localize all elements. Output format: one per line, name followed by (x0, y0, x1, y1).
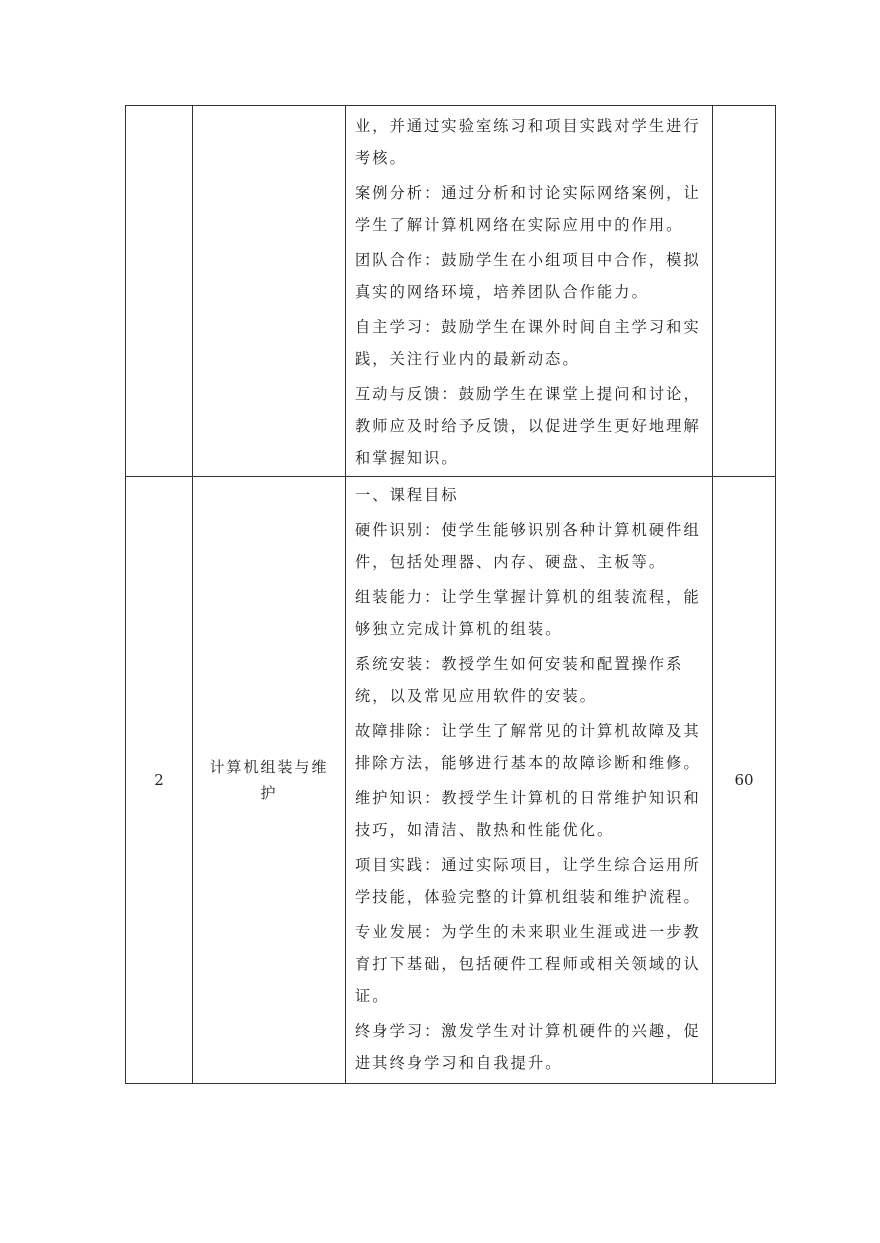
content-paragraph: 组装能力：让学生掌握计算机的组装流程，能够独立完成计算机的组装。 (355, 588, 701, 638)
course-hours-cell: 60 (713, 477, 776, 1084)
course-content-cell (346, 106, 713, 477)
content-paragraph: 故障排除：让学生了解常见的计算机故障及其排除方法，能够进行基本的故障诊断和维修。 (355, 722, 701, 772)
content-paragraph: 终身学习：激发学生对计算机硬件的兴趣，促进其终身学习和自我提升。 (355, 1022, 701, 1072)
course-content-cell (346, 477, 713, 1084)
table-row (126, 106, 776, 477)
course-number-cell (126, 106, 193, 477)
content-paragraph: 维护知识：教授学生计算机的日常维护知识和技巧，如清洁、散热和性能优化。 (355, 789, 701, 839)
content-paragraph: 案例分析：通过分析和讨论实际网络案例，让学生了解计算机网络在实际应用中的作用。 (355, 184, 701, 234)
content-heading: 一、课程目标 (355, 486, 459, 504)
content-paragraph: 专业发展：为学生的未来职业生涯或进一步教育打下基础，包括硬件工程师或相关领域的认证。 (355, 923, 701, 1005)
content-paragraph: 项目实践：通过实际项目，让学生综合运用所学技能，体验完整的计算机组装和维护流程。 (355, 856, 701, 906)
content-paragraph: 互动与反馈：鼓励学生在课堂上提问和讨论，教师应及时给予反馈，以促进学生更好地理解和掌握知识。 (355, 385, 701, 467)
course-name-cell (193, 106, 346, 477)
content-paragraph: 系统安装：教授学生如何安装和配置操作系统，以及常见应用软件的安装。 (355, 655, 684, 705)
course-hours-cell (713, 106, 776, 477)
course-number-cell: 2 (126, 477, 193, 1084)
content-paragraph: 自主学习：鼓励学生在课外时间自主学习和实践，关注行业内的最新动态。 (355, 318, 701, 368)
content-paragraph: 团队合作：鼓励学生在小组项目中合作，模拟真实的网络环境，培养团队合作能力。 (355, 251, 701, 301)
course-table (125, 105, 776, 1084)
course-name-cell: 计算机组装与维护 (193, 477, 346, 1084)
content-paragraph: 业，并通过实验室练习和项目实践对学生进行考核。 (355, 117, 701, 167)
content-paragraph: 硬件识别：使学生能够识别各种计算机硬件组件，包括处理器、内存、硬盘、主板等。 (355, 521, 701, 571)
table-row (126, 477, 776, 1084)
